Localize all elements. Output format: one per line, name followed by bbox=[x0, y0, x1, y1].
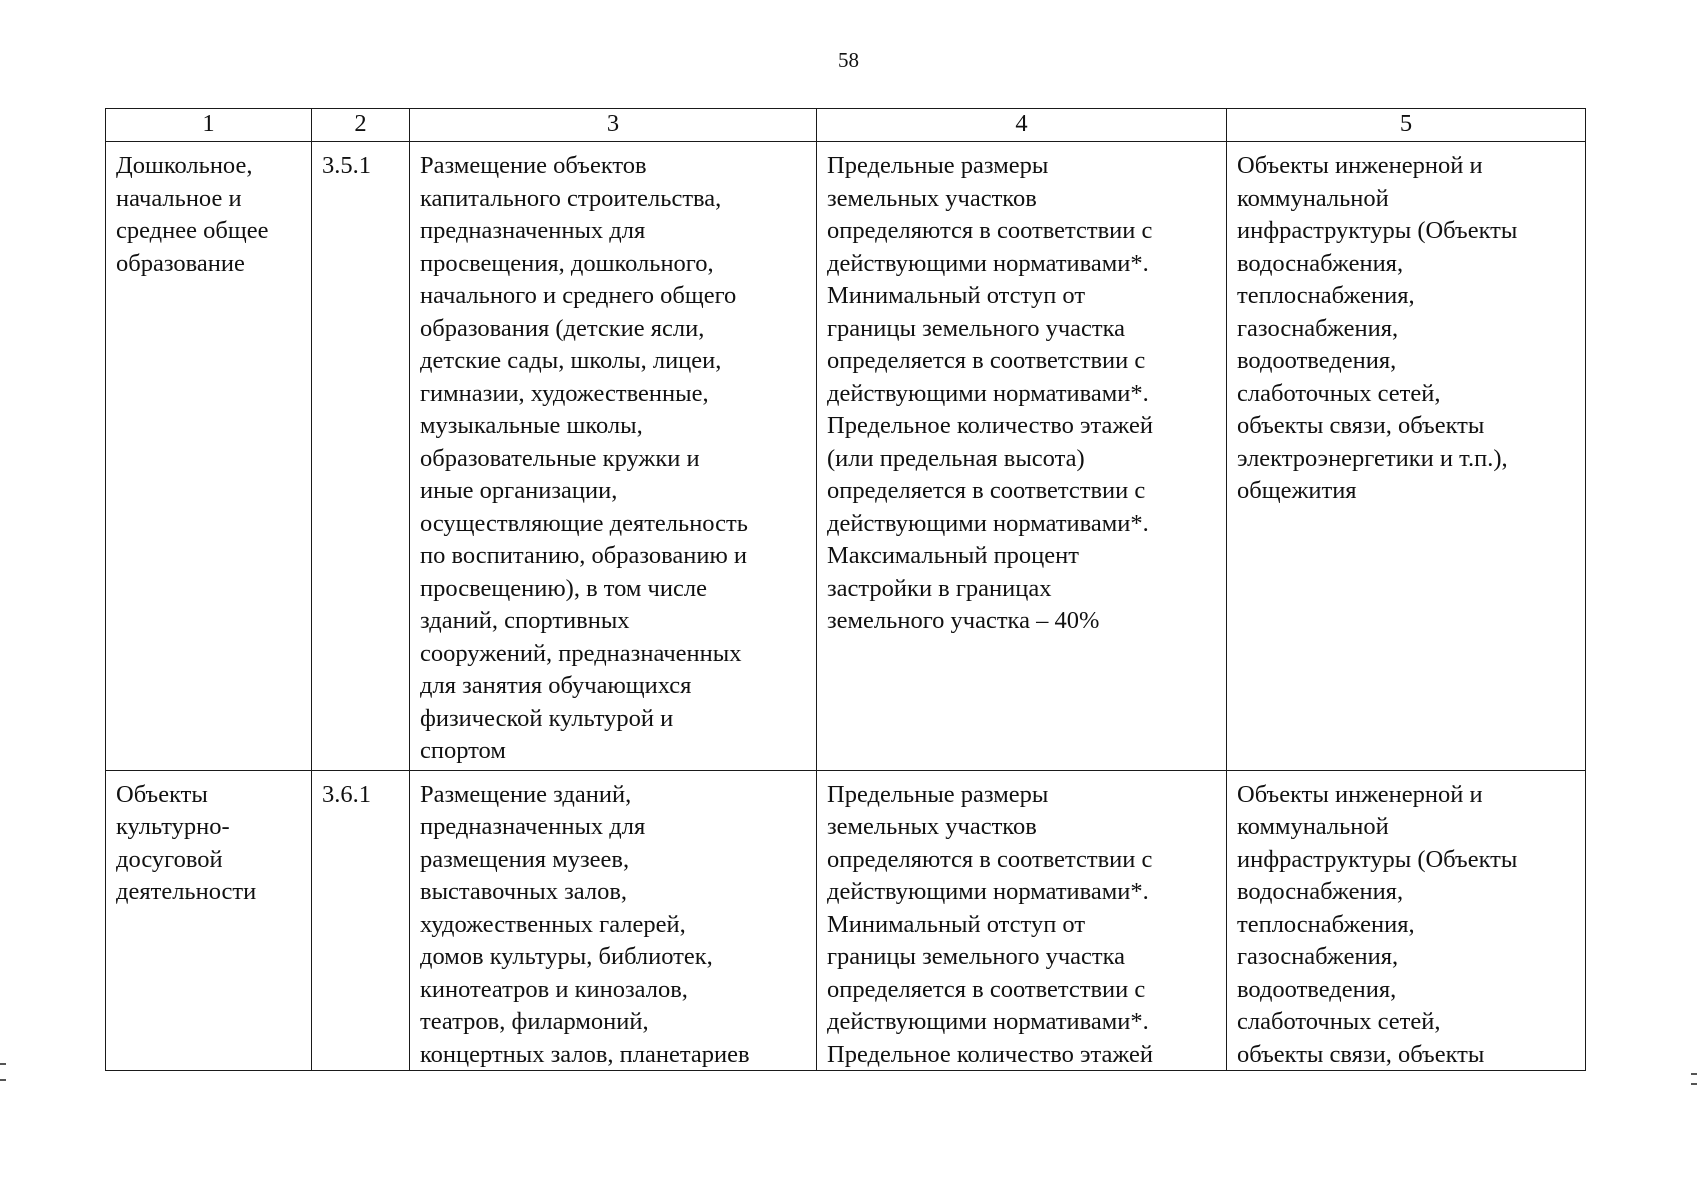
cell-line: определяется в соответствии с bbox=[827, 975, 1146, 1003]
column-header-4: 4 bbox=[817, 109, 1227, 142]
cell-line: выставочных залов, bbox=[420, 878, 628, 905]
cell-line: земельного участка – 40% bbox=[827, 607, 1100, 634]
land-use-code-cell: 3.6.1 bbox=[312, 770, 410, 1070]
cell-line: действующими нормативами*. bbox=[827, 878, 1149, 905]
land-use-description-cell bbox=[410, 770, 817, 1070]
land-use-description-cell bbox=[410, 142, 817, 771]
cell-line: коммунальной bbox=[1237, 813, 1389, 840]
cell-line: Размещение зданий, bbox=[420, 780, 632, 808]
cell-line: коммунальной bbox=[1237, 184, 1389, 212]
cell-line: предназначенных для bbox=[420, 813, 646, 840]
cell-line: сооружений, предназначенных bbox=[420, 639, 742, 667]
cell-line: теплоснабжения, bbox=[1237, 910, 1415, 938]
scan-margin-mark-left bbox=[0, 1063, 6, 1065]
cell-line: определяется в соответствии с bbox=[827, 347, 1146, 374]
cell-line: водоотведения, bbox=[1237, 347, 1397, 374]
cell-line: домов культуры, библиотек, bbox=[420, 943, 713, 970]
auxiliary-uses-cell bbox=[1227, 770, 1586, 1070]
cell-line: определяются в соответствии с bbox=[827, 217, 1153, 244]
cell-line: Объекты инженерной и bbox=[1237, 780, 1483, 808]
cell-line: Предельные размеры bbox=[827, 152, 1049, 179]
cell-line: общежития bbox=[1237, 477, 1357, 504]
cell-line: действующими нормативами*. bbox=[827, 379, 1149, 407]
land-use-code-cell: 3.5.1 bbox=[312, 142, 410, 771]
cell-line: Предельное количество этажей bbox=[827, 412, 1153, 439]
cell-line: детские сады, школы, лицеи, bbox=[420, 347, 722, 374]
cell-line: капитального строительства, bbox=[420, 184, 722, 212]
cell-line: застройки в границах bbox=[827, 574, 1052, 602]
cell-line: слаботочных сетей, bbox=[1237, 1008, 1441, 1035]
cell-line: Объекты инженерной и bbox=[1237, 152, 1483, 179]
scan-margin-mark-left bbox=[0, 1079, 6, 1081]
cell-line: спортом bbox=[420, 737, 506, 764]
column-header-1: 1 bbox=[106, 109, 312, 142]
cell-line: границы земельного участка bbox=[827, 943, 1126, 970]
column-header-3: 3 bbox=[410, 109, 817, 142]
cell-line: Максимальный процент bbox=[827, 542, 1079, 569]
cell-line: кинотеатров и кинозалов, bbox=[420, 975, 688, 1003]
cell-line: газоснабжения, bbox=[1237, 943, 1399, 970]
land-use-name-cell bbox=[106, 142, 312, 771]
cell-line: Размещение объектов bbox=[420, 152, 647, 179]
cell-line: просвещения, дошкольного, bbox=[420, 249, 714, 277]
cell-line: водоснабжения, bbox=[1237, 878, 1404, 905]
cell-line: предназначенных для bbox=[420, 217, 646, 244]
cell-line: действующими нормативами*. bbox=[827, 1008, 1149, 1035]
cell-line: границы земельного участка bbox=[827, 314, 1126, 342]
cell-line: досуговой bbox=[116, 845, 223, 873]
cell-line: размещения музеев, bbox=[420, 845, 630, 873]
cell-line: водоснабжения, bbox=[1237, 249, 1404, 277]
cell-line: музыкальные школы, bbox=[420, 412, 643, 439]
column-header-5: 5 bbox=[1227, 109, 1586, 142]
auxiliary-uses-cell bbox=[1227, 142, 1586, 771]
scan-margin-mark-right bbox=[1691, 1083, 1697, 1085]
cell-line: образование bbox=[116, 249, 245, 277]
cell-line: осуществляющие деятельность bbox=[420, 509, 748, 537]
cell-line: начальное и bbox=[116, 184, 242, 212]
cell-line: образования (детские ясли, bbox=[420, 314, 705, 342]
cell-line: Минимальный отступ от bbox=[827, 910, 1086, 938]
cell-line: действующими нормативами*. bbox=[827, 509, 1149, 537]
cell-line: Предельное количество этажей bbox=[827, 1040, 1153, 1068]
cell-line: культурно- bbox=[116, 813, 230, 840]
cell-line: по воспитанию, образованию и bbox=[420, 542, 748, 569]
cell-line: образовательные кружки и bbox=[420, 444, 700, 472]
land-use-name-cell bbox=[106, 770, 312, 1070]
cell-line: театров, филармоний, bbox=[420, 1008, 649, 1035]
cell-line: Дошкольное, bbox=[116, 152, 253, 179]
cell-line: гимназии, художественные, bbox=[420, 379, 709, 407]
building-parameters-cell bbox=[817, 142, 1227, 771]
page-number: 58 bbox=[838, 48, 859, 72]
cell-line: начального и среднего общего bbox=[420, 282, 737, 309]
cell-line: художественных галерей, bbox=[420, 910, 686, 938]
cell-line: земельных участков bbox=[827, 184, 1037, 212]
cell-line: теплоснабжения, bbox=[1237, 282, 1415, 309]
cell-line: физической культурой и bbox=[420, 704, 674, 732]
table-row bbox=[106, 142, 1586, 771]
cell-line: иные организации, bbox=[420, 477, 618, 504]
cell-line: объекты связи, объекты bbox=[1237, 412, 1485, 439]
cell-line: земельных участков bbox=[827, 813, 1037, 840]
scan-margin-mark-right bbox=[1691, 1073, 1697, 1075]
cell-line: деятельности bbox=[116, 878, 257, 905]
table-header-row bbox=[106, 109, 1586, 142]
column-header-2: 2 bbox=[312, 109, 410, 142]
cell-line: Объекты bbox=[116, 780, 208, 808]
cell-line: инфраструктуры (Объекты bbox=[1237, 845, 1518, 873]
cell-line: Предельные размеры bbox=[827, 780, 1049, 808]
cell-line: просвещению), в том числе bbox=[420, 574, 707, 602]
cell-line: концертных залов, планетариев bbox=[420, 1040, 750, 1068]
cell-line: действующими нормативами*. bbox=[827, 249, 1149, 277]
cell-line: электроэнергетики и т.п.), bbox=[1237, 444, 1508, 472]
cell-line: водоотведения, bbox=[1237, 975, 1397, 1003]
cell-line: среднее общее bbox=[116, 217, 269, 244]
cell-line: зданий, спортивных bbox=[420, 607, 630, 634]
cell-line: определяются в соответствии с bbox=[827, 845, 1153, 873]
cell-line: (или предельная высота) bbox=[827, 444, 1085, 472]
cell-line: для занятия обучающихся bbox=[420, 672, 692, 699]
cell-line: слаботочных сетей, bbox=[1237, 379, 1441, 407]
land-use-table bbox=[105, 108, 1586, 1071]
cell-line: объекты связи, объекты bbox=[1237, 1040, 1485, 1068]
cell-line: Минимальный отступ от bbox=[827, 282, 1086, 309]
building-parameters-cell bbox=[817, 770, 1227, 1070]
table-row bbox=[106, 770, 1586, 1070]
cell-line: инфраструктуры (Объекты bbox=[1237, 217, 1518, 244]
cell-line: газоснабжения, bbox=[1237, 314, 1399, 342]
cell-line: определяется в соответствии с bbox=[827, 477, 1146, 504]
